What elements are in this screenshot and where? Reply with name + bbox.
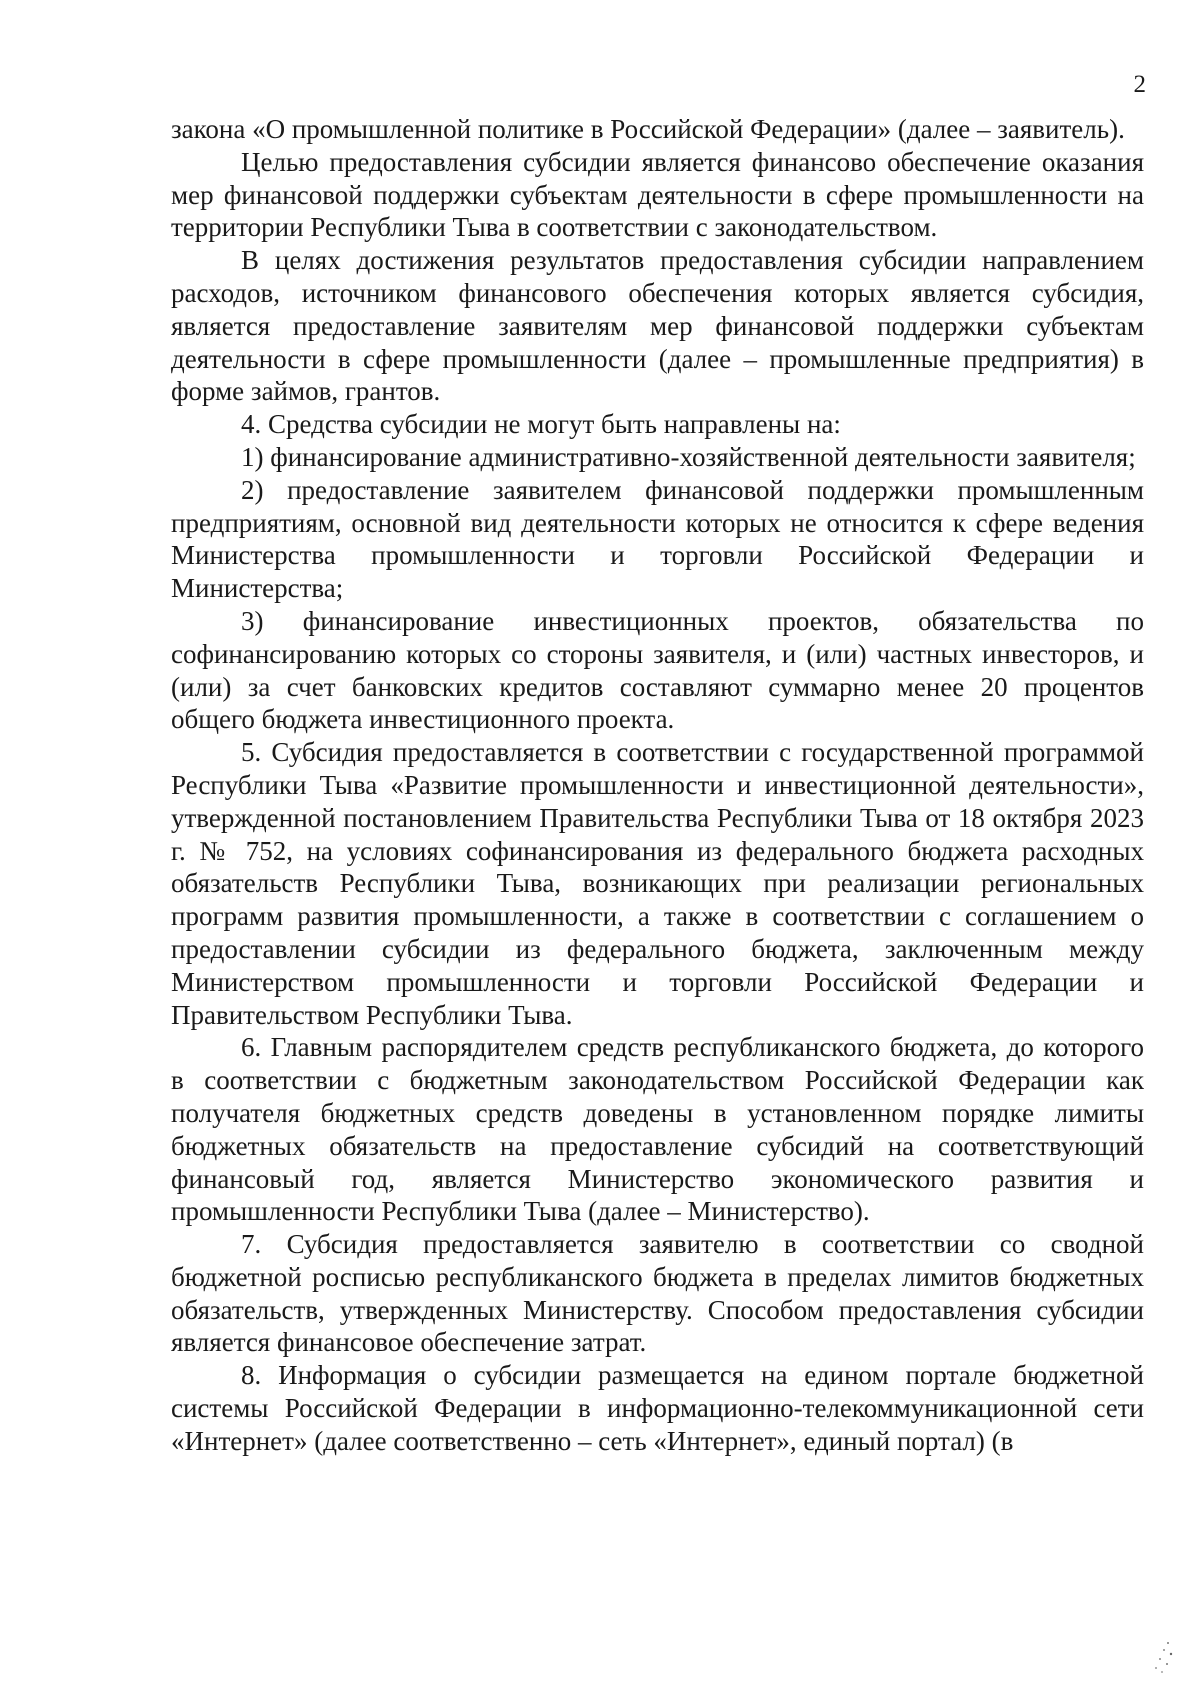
paragraph-clause-8: 8. Информация о субсидии размещается на едином портале бюджетной системы Российской Федерации в информационно-телекоммуникационной сети «Интернет» (далее соответственно – сеть «Интернет», единый портал) (в: [171, 1360, 1144, 1456]
paragraph-subsidy-purpose: Целью предоставления субсидии является финансово обеспечение оказания мер финансовой поддержки субъектам деятельности в сфере промышленности на территории Республики Тыва в соответствии с законодательством.: [171, 146, 1144, 243]
paragraph-clause-6: 6. Главным распорядителем средств республиканского бюджета, до которого в соответствии с бюджетным законодательством Российской Федерации как получателя бюджетных средств доведены в установленном порядке лимиты бюджетных обязательств на предоставление субсидий на соответствующий финансовый год, является Министерство экономического развития и промышленности Республики Тыва (далее – Министерство).: [171, 1032, 1144, 1227]
page-number: 2: [1133, 71, 1146, 98]
document-body: [171, 113, 1144, 1458]
paragraph-clause-7: 7. Субсидия предоставляется заявителю в соответствии со сводной бюджетной росписью республиканского бюджета в пределах лимитов бюджетных обязательств, утвержденных Министерству. Способом предоставления субсидии является финансовое обеспечение затрат.: [171, 1229, 1144, 1358]
paragraph-continuation: закона «О промышленной политике в Российской Федерации» (далее – заявитель).: [171, 114, 1125, 144]
paragraph-clause-4-item-2: 2) предоставление заявителем финансовой поддержки промышленным предприятиям, основной вид деятельности которых не относится к сфере ведения Министерства промышленности и торговли Российской Федерации и Министерства;: [171, 474, 1144, 604]
paragraph-clause-4-item-1: 1) финансирование административно-хозяйственной деятельности заявителя;: [241, 441, 1136, 472]
scan-speck-marks: [1148, 1637, 1178, 1677]
paragraph-clause-5: 5. Субсидия предоставляется в соответствии с государственной программой Республики Тыва «Развитие промышленности и инвестиционной деятельности», утвержденной постановлением Правительства Республики Тыва от 18 октября 2023 г. № 752, на условиях софинансирования из федерального бюджета расходных обязательств Республики Тыва, возникающих при реализации региональных программ развития промышленности, а также в соответствии с соглашением о предоставлении субсидии из федерального бюджета, заключенным между Министерством промышленности и торговли Российской Федерации и Правительством Республики Тыва.: [171, 737, 1144, 1030]
paragraph-subsidy-results: В целях достижения результатов предоставления субсидии направлением расходов, источником финансового обеспечения которых является субсидия, является предоставление заявителям мер финансовой поддержки субъектам деятельности в сфере промышленности (далее – промышленные предприятия) в форме займов, грантов.: [171, 245, 1144, 407]
paragraph-clause-4: 4. Средства субсидии не могут быть направлены на:: [241, 409, 841, 440]
paragraph-clause-4-item-3: 3) финансирование инвестиционных проектов, обязательства по софинансированию которых со стороны заявителя, и (или) частных инвесторов, и (или) за счет банковских кредитов составляют суммарно менее 20 процентов общего бюджета инвестиционного проекта.: [171, 605, 1144, 735]
